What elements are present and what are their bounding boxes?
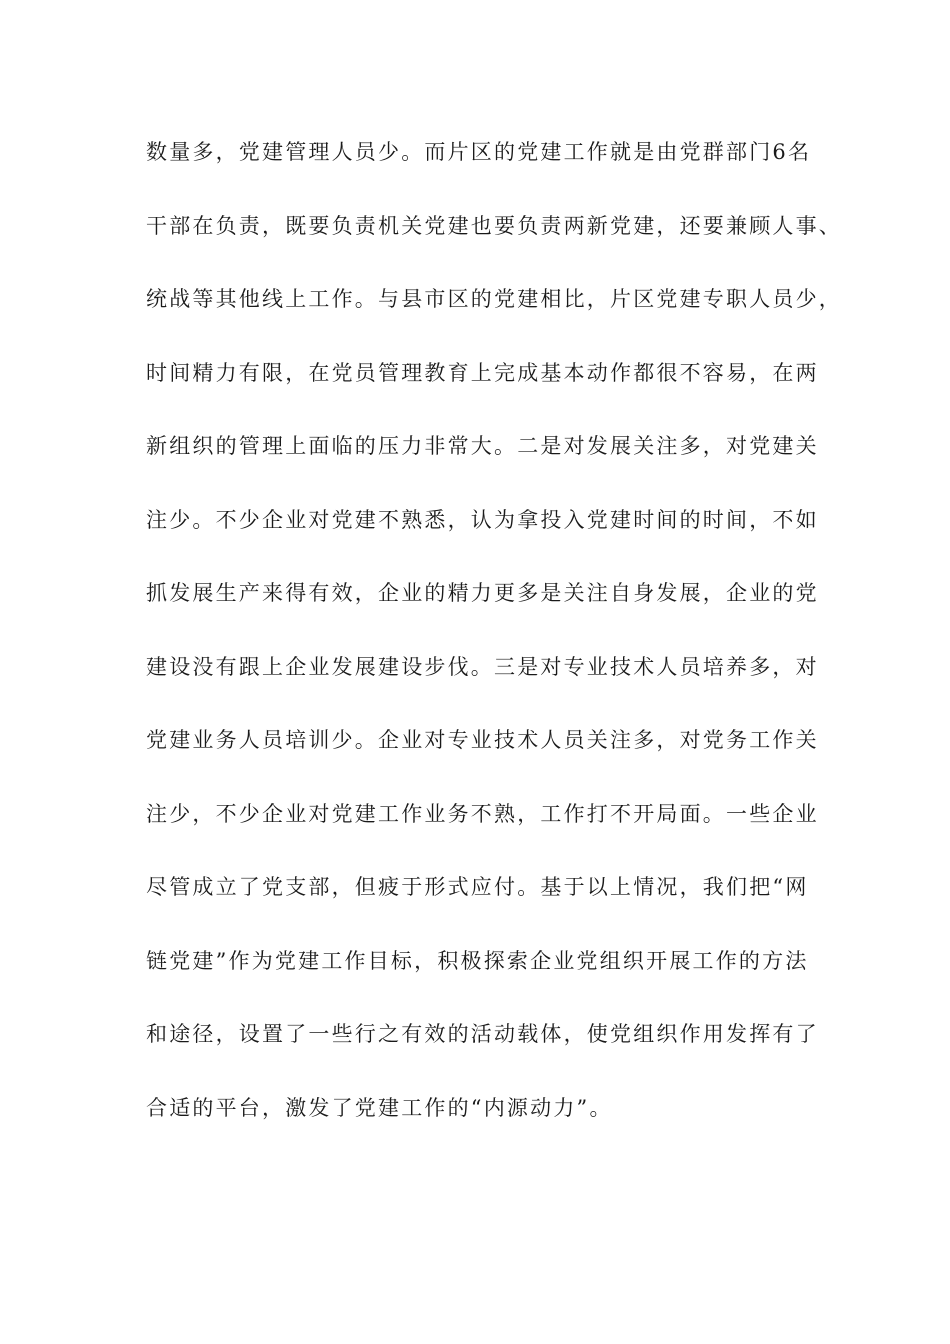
document-paragraph (146, 128, 842, 1157)
text-line: 链党建”作为党建工作目标，积极探索企业党组织开展工作的方法 (146, 948, 809, 973)
text-line: 建设没有跟上企业发展建设步伐。三是对专业技术人员培养多，对 (146, 654, 819, 679)
text-line: 时间精力有限，在党员管理教育上完成基本动作都很不容易，在两 (146, 360, 819, 385)
text-line: 尽管成立了党支部，但疲于形式应付。基于以上情况，我们把“网 (146, 875, 809, 899)
text-line: 和途径，设置了一些行之有效的活动载体，使党组织作用发挥有了 (146, 1022, 819, 1046)
text-line: 新组织的管理上面临的压力非常大。二是对发展关注多，对党建关 (146, 434, 819, 458)
text-line: 干部在负责，既要负责机关党建也要负责两新党建，还要兼顾人事、 (146, 213, 842, 238)
text-line: 统战等其他线上工作。与县市区的党建相比，片区党建专职人员少， (146, 287, 842, 311)
text-line: 抓发展生产来得有效，企业的精力更多是关注自身发展，企业的党 (146, 581, 819, 605)
text-line: 党建业务人员培训少。企业对专业技术人员关注多，对党务工作关 (146, 728, 819, 752)
text-line: 注少，不少企业对党建工作业务不熟，工作打不开局面。一些企业 (146, 801, 819, 826)
text-line: 注少。不少企业对党建不熟悉，认为拿投入党建时间的时间，不如 (146, 507, 819, 532)
text-line: 数量多，党建管理人员少。而片区的党建工作就是由党群部门6名 (146, 140, 812, 164)
text-line: 合适的平台，激发了党建工作的“内源动力”。 (146, 1095, 613, 1120)
